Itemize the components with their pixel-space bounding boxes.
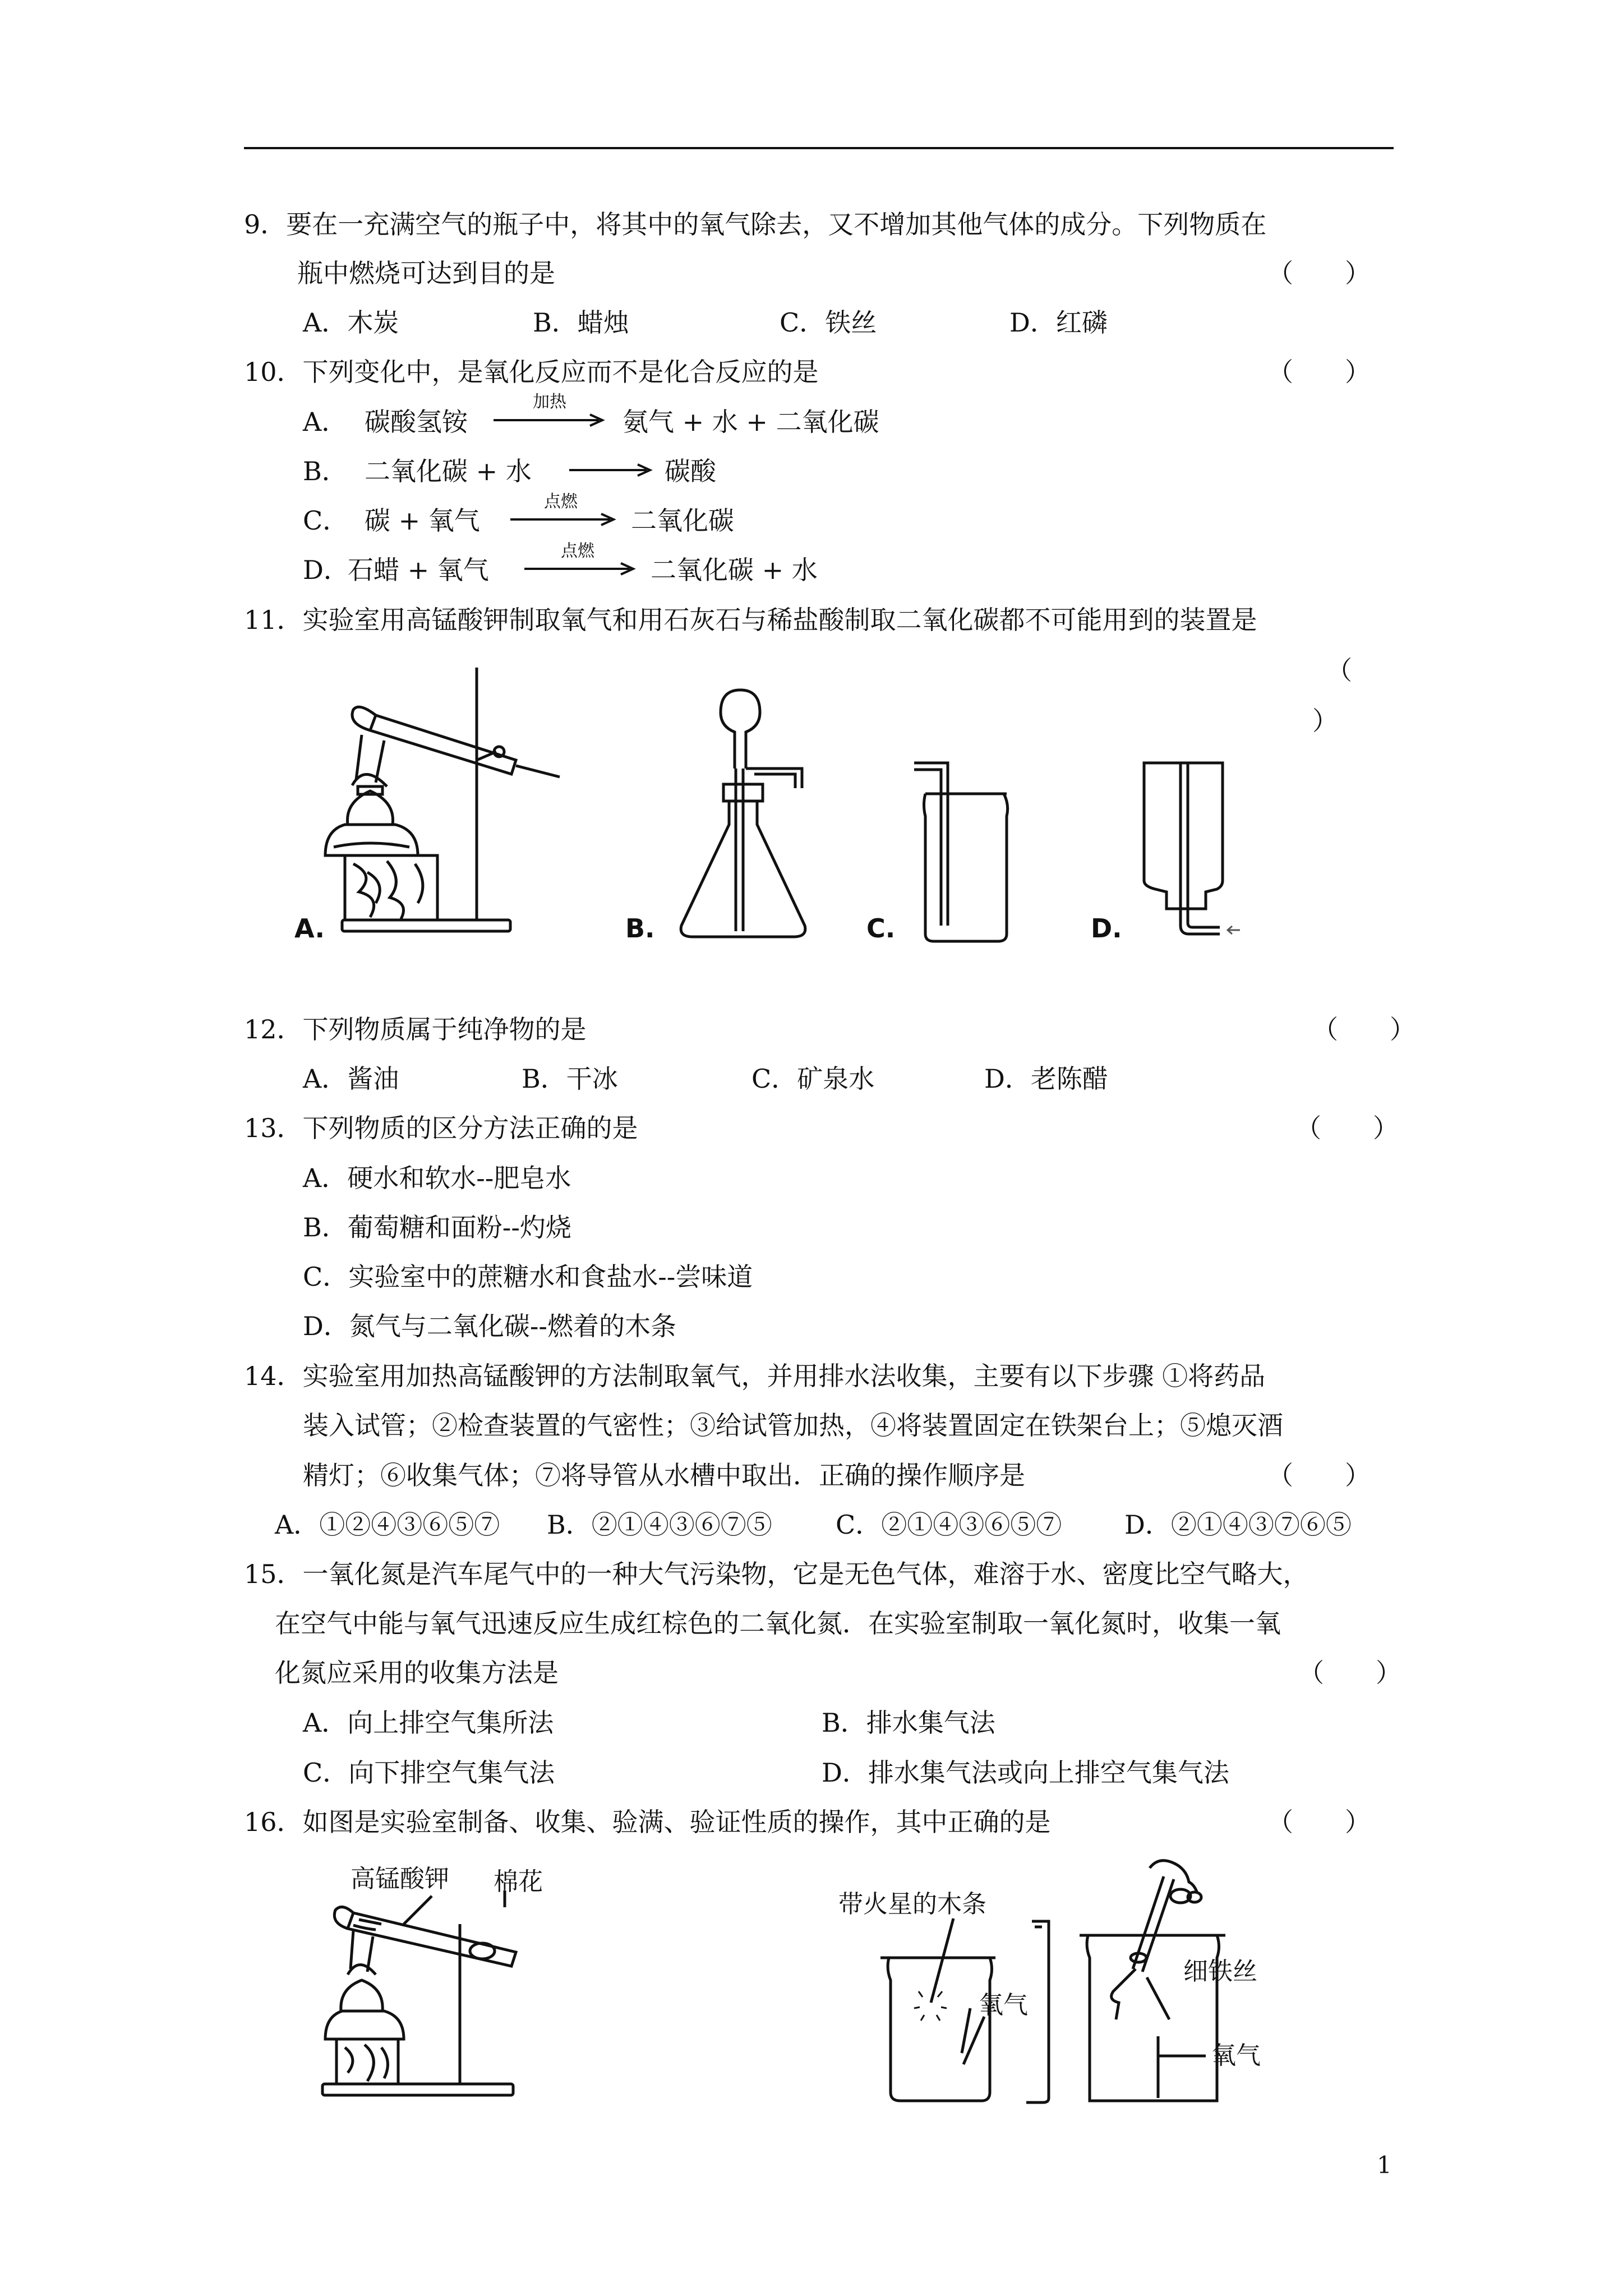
q12-paren: （ ） [1312,1014,1415,1045]
q10-stem: 10．下列变化中，是氧化反应而不是化合反应的是 [244,357,819,387]
q10-a-condition: 加热 [533,392,566,412]
q16-label-splint: 带火星的木条 [838,1890,986,1918]
q9-line1: 9．要在一充满空气的瓶子中，将其中的氧气除去，又不增加其他气体的成分。下列物质在 [244,209,1267,240]
q10-d-label: D． [303,555,349,585]
q16-fig-kmno4-apparatus [320,1890,533,2098]
q11-fig-a-test-tube-heating [292,662,583,942]
q10-d-arrow [524,562,637,576]
q10-d-condition: 点燃 [561,541,594,561]
q11-stem: 11．实验室用高锰酸钾制取氧气和用石灰石与稀盐酸制取二氧化碳都不可能用到的装置是 [244,605,1257,635]
q11-fig-c-gas-bottle [909,763,1021,942]
q11-label-a: A. [294,913,325,944]
q15-line1: 15．一氧化氮是汽车尾气中的一种大气污染物，它是无色气体，难溶于水、密度比空气略大， [244,1559,1309,1589]
q16-paren: （ ） [1267,1807,1371,1837]
q11-small-arrow-icon [1225,924,1242,936]
q10-c-product: 二氧化碳 [631,505,734,536]
q11-label-b: B. [625,913,655,944]
q14-line1: 14．实验室用加热高锰酸钾的方法制取氧气，并用排水法收集，主要有以下步骤 ①将药品 [244,1361,1266,1391]
q10-d-product: 二氧化碳 + 水 [651,555,818,585]
q16-label-wire: 细铁丝 [1183,1957,1257,1986]
q11-fig-b-conical-flask [667,690,824,942]
q12-option-a: A．酱油 [303,1064,399,1094]
q15-option-c: C．向下排空气集气法 [303,1757,555,1788]
q10-b-label: B． [303,456,348,486]
q13-option-c: C．实验室中的蔗糖水和食盐水--尝味道 [303,1262,753,1292]
q12-option-d: D．老陈醋 [984,1064,1108,1094]
q9-option-b: B．蜡烛 [533,307,629,338]
q15-line3: 化氮应采用的收集方法是 [275,1658,559,1688]
q16-label-cotton: 棉花 [494,1867,543,1896]
q10-c-arrow [510,513,617,526]
q14-option-b: B．②①④③⑥⑦⑤ [547,1510,772,1540]
q9-option-d: D．红磷 [1009,307,1108,338]
q15-option-b: B．排水集气法 [822,1708,995,1738]
q14-option-d: D．②①④③⑦⑥⑤ [1124,1510,1352,1540]
q11-paren-close: ） [1312,706,1338,736]
q13-option-d: D．氮气与二氧化碳--燃着的木条 [303,1311,676,1341]
q10-d-reactant: 石蜡 + 氧气 [348,555,489,585]
q10-c-reactant: 碳 + 氧气 [365,505,480,536]
q11-fig-d-inverted-bottle [1138,763,1251,942]
q15-line2: 在空气中能与氧气迅速反应生成红棕色的二氧化氮．在实验室制取一氧化氮时，收集一氧 [275,1608,1281,1639]
q10-b-arrow [569,463,653,477]
q16-label-kmno4: 高锰酸钾 [351,1865,449,1893]
q16-label-oxygen1: 氧气 [979,1991,1028,2019]
q10-b-reactant: 二氧化碳 + 水 [365,456,532,486]
q10-b-product: 碳酸 [665,456,716,486]
q10-c-label: C． [303,505,349,536]
q13-stem: 13．下列物质的区分方法正确的是 [244,1113,638,1143]
header-rule [244,147,1394,149]
q16-fig-iron-wire [1080,1851,1265,2104]
q10-a-product: 氨气 + 水 + 二氧化碳 [623,407,879,437]
q16-fig-splint-bottle [875,1918,1066,2104]
q10-a-arrow [494,413,606,427]
q16-stem: 16．如图是实验室制备、收集、验满、验证性质的操作，其中正确的是 [244,1807,1051,1837]
q11-label-d: D. [1091,913,1122,944]
q12-option-c: C．矿泉水 [751,1064,875,1094]
q14-line2: 装入试管；②检查装置的气密性；③给试管加热，④将装置固定在铁架台上；⑤熄灭酒 [303,1410,1283,1441]
q14-option-a: A．①②④③⑥⑤⑦ [275,1510,500,1540]
q13-paren: （ ） [1295,1113,1399,1143]
q15-option-d: D．排水集气法或向上排空气集气法 [822,1757,1229,1788]
q14-paren: （ ） [1267,1460,1371,1490]
q14-line3: 精灯；⑥收集气体；⑦将导管从水槽中取出．正确的操作顺序是 [303,1460,1025,1490]
q14-option-c: C．②①④③⑥⑤⑦ [836,1510,1062,1540]
q9-line2: 瓶中燃烧可达到目的是 [297,258,555,288]
q10-c-condition: 点燃 [544,492,578,512]
q13-option-a: A．硬水和软水--肥皂水 [303,1163,571,1193]
q9-option-c: C．铁丝 [780,307,877,338]
q12-option-b: B．干冰 [522,1064,618,1094]
q16-label-oxygen2: 氧气 [1211,2041,1261,2070]
q11-paren-open: （ [1326,655,1352,685]
q9-option-a: A．木炭 [303,307,399,338]
q15-paren: （ ） [1298,1658,1401,1688]
q10-a-reactant: 碳酸氢铵 [365,407,468,437]
q9-paren: （ ） [1267,258,1371,288]
q12-stem: 12．下列物质属于纯净物的是 [244,1014,587,1045]
q10-paren: （ ） [1267,357,1371,387]
q11-label-c: C. [866,913,896,944]
q13-option-b: B．葡萄糖和面粉--灼烧 [303,1212,571,1243]
q15-option-a: A．向上排空气集所法 [303,1708,554,1738]
q10-a-label: A． [303,407,348,437]
page-number: 1 [1377,2151,1392,2179]
